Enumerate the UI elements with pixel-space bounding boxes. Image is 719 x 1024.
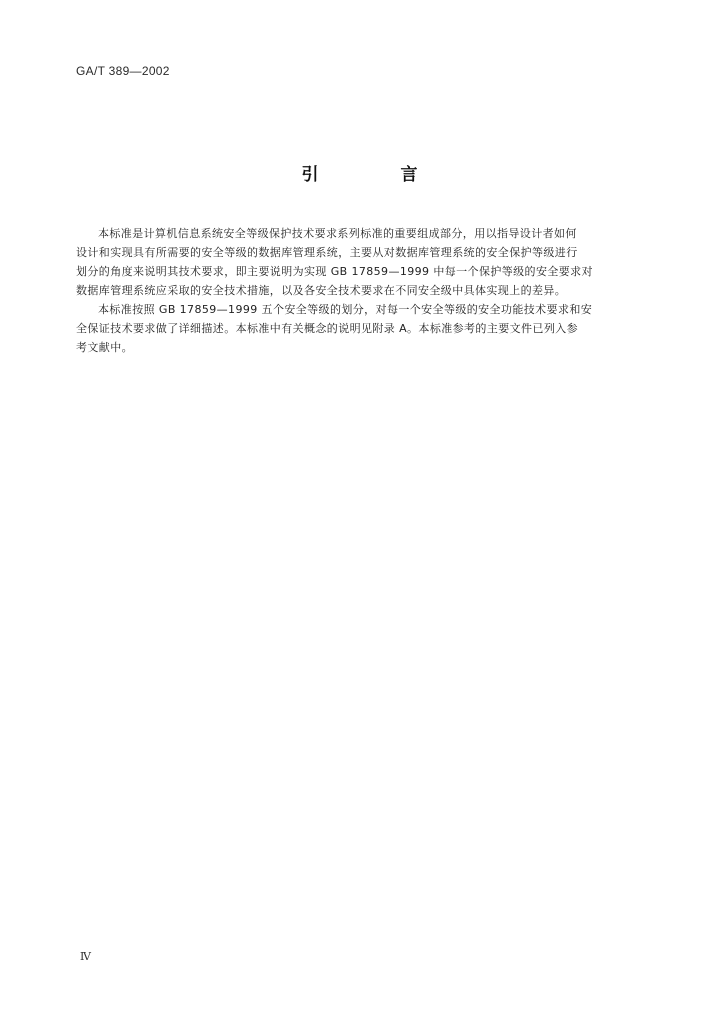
page-title: 引 言 <box>301 165 456 185</box>
paragraph-line: 数据库管理系统应采取的安全技术措施，以及各安全技术要求在不同安全级中具体实现上的差异。 <box>76 284 567 297</box>
paragraph-line: 本标准按照 GB 17859—1999 五个安全等级的划分，对每一个安全等级的安全功能技术要求和安 <box>98 303 593 316</box>
paragraph-line: 全保证技术要求做了详细描述。本标准中有关概念的说明见附录 A。本标准参考的主要文件已列入参 <box>76 322 579 335</box>
page-number: Ⅳ <box>80 950 91 963</box>
paragraph-line: 本标准是计算机信息系统安全等级保护技术要求系列标准的重要组成部分，用以指导设计者如何 <box>98 227 577 240</box>
paragraph-line: 设计和实现具有所需要的安全等级的数据库管理系统，主要从对数据库管理系统的安全保护等级进行 <box>76 246 578 259</box>
standard-code: GA/T 389—2002 <box>76 64 170 78</box>
paragraph-2 <box>76 300 654 357</box>
paragraph-1 <box>76 224 654 300</box>
paragraph-line: 划分的角度来说明其技术要求，即主要说明为实现 GB 17859—1999 中每一个保护等级的安全要求对 <box>76 265 593 278</box>
paragraph-line: 考文献中。 <box>76 341 133 354</box>
body-text <box>76 224 654 357</box>
